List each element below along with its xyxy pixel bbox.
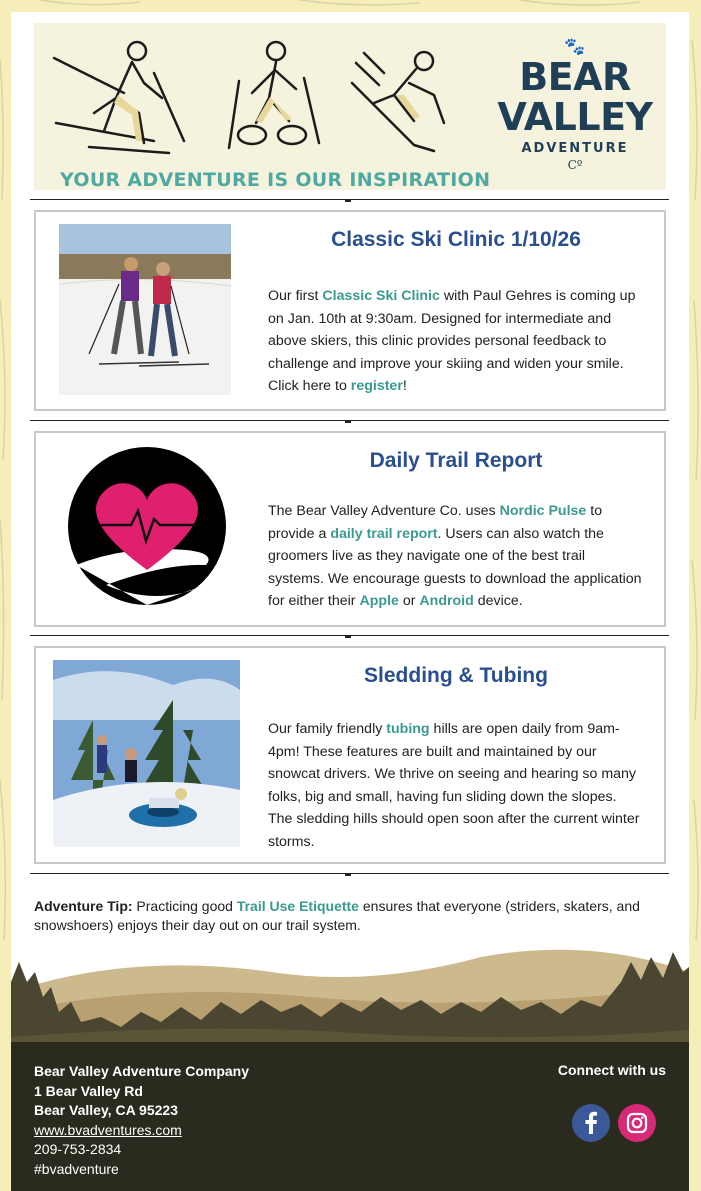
adventure-tip (34, 897, 674, 935)
register-link[interactable]: register (350, 378, 403, 394)
nordic-pulse-link[interactable]: Nordic Pulse (499, 503, 587, 519)
text: Our family friendly (268, 721, 387, 737)
card-title: Daily Trail Report (369, 449, 543, 472)
connect-label: Connect with us (557, 1062, 666, 1078)
android-link[interactable]: Android (419, 593, 474, 609)
hashtag: #bvadventure (34, 1160, 119, 1177)
section-divider (30, 873, 669, 874)
section-divider (30, 635, 669, 636)
card-title: Sledding & Tubing (364, 664, 548, 687)
classic-ski-clinic-link[interactable]: Classic Ski Clinic (322, 288, 440, 304)
instagram-icon[interactable] (618, 1104, 656, 1142)
text: ! (402, 378, 407, 394)
text: The Bear Valley Adventure Co. uses (268, 503, 500, 519)
paw-icon: 🐾 (564, 37, 586, 56)
text: to provide a (268, 503, 603, 542)
trail-report-card (34, 431, 666, 627)
newsletter-sheet (11, 12, 689, 1191)
section-divider (30, 199, 669, 200)
text: device. (473, 593, 523, 609)
tagline: YOUR ADVENTURE IS OUR INSPIRATION (60, 169, 491, 191)
nordic-pulse-logo (66, 445, 228, 607)
text: with Paul Gehres is coming up on Jan. 10th at 9:30am. Designed for intermediate and above skiers, this clinic provides personal feedback to challenge and improve your skiing and widen your smile. Click here to (268, 288, 636, 394)
trail-etiquette-link[interactable]: Trail Use Etiquette (236, 898, 359, 914)
brand-name-line2: VALLEY (497, 95, 653, 139)
header-banner[interactable] (34, 23, 666, 190)
brand-co: Cº (567, 158, 583, 172)
facebook-icon[interactable] (572, 1104, 610, 1142)
card-title: Classic Ski Clinic 1/10/26 (331, 228, 581, 251)
city-address: Bear Valley, CA 95223 (34, 1102, 178, 1118)
tip-label: Adventure Tip: (34, 898, 133, 914)
brand-subtitle: ADVENTURE (521, 141, 629, 156)
company-name: Bear Valley Adventure Company (34, 1063, 250, 1079)
apple-link[interactable]: Apple (359, 593, 399, 609)
text: . Users can also watch the groomers live as they navigate one of the best trail systems. We encourage guests to download the application for either their (268, 525, 642, 609)
brand-name-line1: BEAR (519, 55, 631, 99)
tubing-link[interactable]: tubing (386, 721, 430, 737)
sledding-card (34, 646, 666, 864)
card-body (268, 718, 643, 853)
ski-clinic-card (34, 210, 666, 411)
street-address: 1 Bear Valley Rd (34, 1082, 143, 1099)
card-body (268, 500, 643, 613)
company-address (34, 1062, 249, 1179)
daily-trail-report-link[interactable]: daily trail report (330, 525, 438, 542)
text: hills are open daily from 9am-4pm! These features are built and maintained by our snowcat drivers. We thrive on seeing and hearing so many folks, big and small, having fun sliding down the slopes. The sledding hills should open soon after the current winter storms. (268, 721, 640, 850)
phone-number: 209-753-2834 (34, 1141, 122, 1157)
card-body (268, 285, 643, 398)
brand-logo (480, 37, 670, 172)
text: or (398, 593, 420, 609)
ski-clinic-photo (59, 224, 231, 395)
text: Our first (268, 288, 323, 304)
website-link[interactable]: www.bvadventures.com (34, 1121, 182, 1138)
text: Practicing good (132, 898, 237, 914)
section-divider (30, 420, 669, 421)
text: ensures that everyone (striders, skaters, and snowshoers) enjoys their day out on our trail system. (34, 898, 640, 933)
tubing-photo (53, 660, 240, 847)
